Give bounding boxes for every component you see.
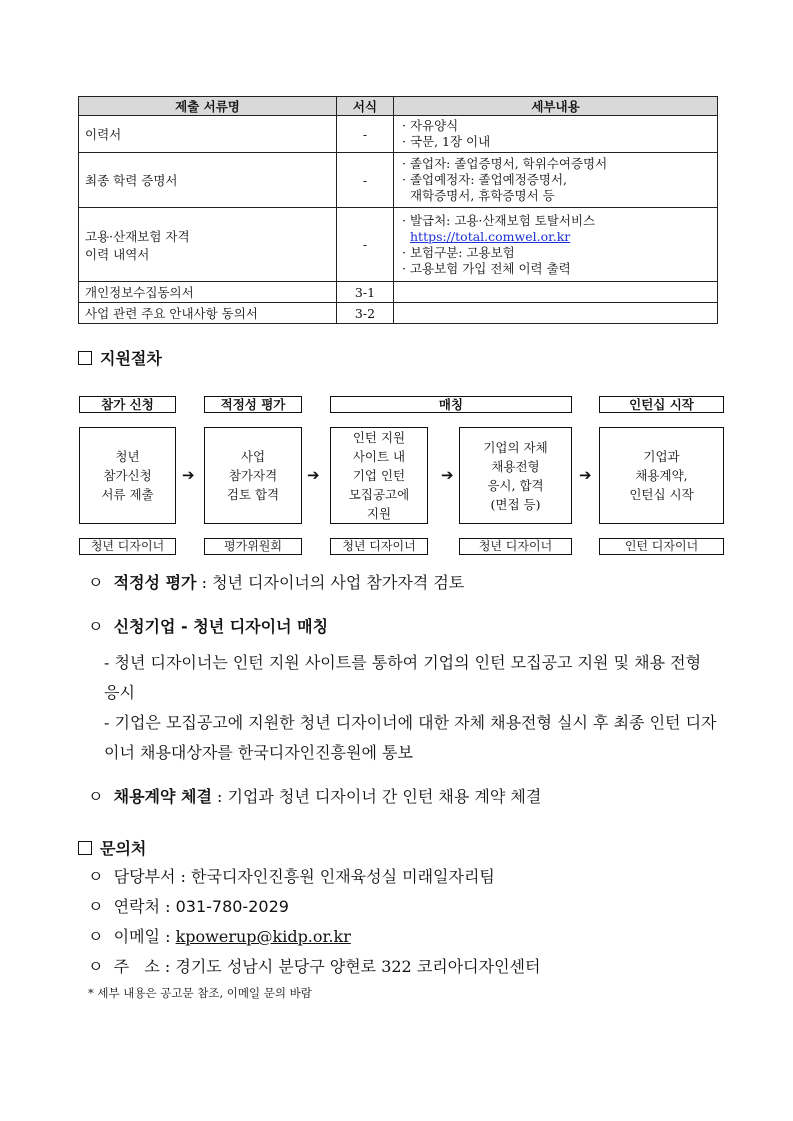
documents-table (78, 96, 718, 324)
checkbox-square-icon (78, 841, 92, 855)
doc-name: 이력서 (79, 116, 337, 153)
doc-details (394, 116, 718, 153)
detail-line: · 졸업예정자: 졸업예정증명서, (402, 172, 568, 187)
detail-line: 재학증명서, 휴학증명서 등 (402, 188, 555, 203)
doc-name: 최종 학력 증명서 (79, 153, 337, 208)
contact-email: ㅇ 이메일 : kpowerup@kidp.or.kr (88, 927, 351, 946)
doc-name-line: 이력 내역서 (85, 246, 150, 262)
email-label: 이메일 (113, 927, 161, 946)
doc-details (394, 303, 718, 324)
bullet-title: 신청기업 - 청년 디자이너 매칭 (113, 617, 329, 636)
process-title-text: 지원절차 (100, 349, 162, 368)
bullet-title: 채용계약 체결 (113, 787, 212, 806)
step-company-screening (459, 427, 572, 524)
step-line: 참가신청 (103, 468, 152, 483)
detail-line: · 보험구분: 고용보험 (402, 244, 515, 260)
header-doc-name: 제출 서류명 (79, 97, 337, 116)
table-row (79, 208, 718, 282)
arrow-right-icon: ➔ (579, 466, 592, 484)
step-contract (599, 427, 724, 524)
phase-internship-start: 인턴십 시작 (599, 396, 724, 413)
phone-label: 연락처 (113, 897, 161, 916)
role-label: 평가위원회 (204, 538, 302, 555)
bullet-marker: ㅇ (88, 867, 104, 886)
detail-line: · 자유양식 (402, 118, 459, 133)
doc-form: - (337, 208, 394, 282)
role-label: 청년 디자이너 (79, 538, 176, 555)
comwel-link[interactable]: https://total.comwel.or.kr (410, 228, 571, 244)
bullet-title: 적정성 평가 (113, 573, 197, 592)
detail-line: · 고용보험 가입 전체 이력 출력 (402, 260, 571, 276)
bullet-contract (88, 784, 541, 807)
checkbox-square-icon (78, 351, 92, 365)
bullet-matching (88, 614, 328, 637)
step-line: (면접 등) (490, 496, 541, 512)
step-line: 채용전형 (491, 458, 540, 474)
contact-section-title (78, 836, 146, 859)
doc-name-line: 고용·산재보험 자격 (85, 228, 190, 244)
step-line: 기업과 (643, 449, 680, 464)
bullet-marker: ㅇ (88, 957, 104, 976)
process-section-title (78, 346, 162, 369)
role-label: 인턴 디자이너 (599, 538, 724, 555)
step-line: 기업의 자체 (483, 439, 548, 455)
detail-line: · 발급처: 고용·산재보험 토탈서비스 (402, 212, 596, 228)
doc-form: 3-2 (337, 303, 394, 324)
arrow-right-icon: ➔ (182, 466, 195, 484)
table-row (79, 282, 718, 303)
doc-form: 3-1 (337, 282, 394, 303)
step-line: 청년 (115, 449, 140, 464)
bullet-marker: ㅇ (88, 927, 104, 946)
doc-name: 개인정보수집동의서 (79, 282, 337, 303)
table-header-row (79, 97, 718, 116)
doc-details (394, 153, 718, 208)
step-submit (79, 427, 176, 524)
doc-name: 사업 관련 주요 안내사항 동의서 (79, 303, 337, 324)
detail-line: · 졸업자: 졸업증명서, 학위수여증명서 (402, 156, 608, 171)
footnote: * 세부 내용은 공고문 참조, 이메일 문의 바람 (88, 986, 312, 1000)
detail-line: · 국문, 1장 이내 (402, 134, 491, 149)
header-form: 서식 (337, 97, 394, 116)
step-line: 모집공고에 (348, 487, 410, 502)
header-details: 세부내용 (394, 97, 718, 116)
email-link[interactable]: kpowerup@kidp.or.kr (175, 927, 351, 946)
doc-details (394, 282, 718, 303)
phone-value: 031-780-2029 (175, 897, 289, 916)
phase-matching: 매칭 (330, 396, 572, 413)
step-line: 기업 인턴 (352, 468, 406, 483)
step-line: 검토 합격 (226, 487, 280, 502)
bullet-marker: ㅇ (88, 897, 104, 916)
table-row (79, 303, 718, 324)
arrow-right-icon: ➔ (307, 466, 320, 484)
contact-dept: ㅇ 담당부서 : 한국디자인진흥원 인재육성실 미래일자리팀 (88, 867, 495, 886)
phase-apply: 참가 신청 (79, 396, 176, 413)
step-line: 인턴 지원 (352, 430, 406, 445)
contact-phone: ㅇ 연락처 : 031-780-2029 (88, 897, 289, 916)
contact-address: ㅇ 주 소 : 경기도 성남시 분당구 양현로 322 코리아디자인센터 (88, 957, 541, 976)
step-apply-posting (330, 427, 428, 524)
bullet-text: : 청년 디자이너의 사업 참가자격 검토 (196, 573, 465, 592)
dept-value: 한국디자인진흥원 인재육성실 미래일자리팀 (191, 867, 495, 886)
doc-name (79, 208, 337, 282)
step-line: 인턴십 시작 (629, 487, 694, 502)
role-label: 청년 디자이너 (459, 538, 572, 555)
bullet-marker: ㅇ (88, 787, 104, 806)
step-line: 서류 제출 (101, 487, 154, 502)
dept-label: 담당부서 (113, 867, 176, 886)
dash-item-notify: - 기업은 모집공고에 지원한 청년 디자이너에 대한 자체 채용전형 실시 후 최종 인턴 디자이너 채용대상자를 한국디자인진흥원에 통보 (104, 713, 717, 762)
step-review (204, 427, 302, 524)
bullet-text: : 기업과 청년 디자이너 간 인턴 채용 계약 체결 (211, 787, 542, 806)
role-label: 청년 디자이너 (330, 538, 428, 555)
doc-details (394, 208, 718, 282)
step-line: 사업 (240, 449, 266, 464)
step-line: 지원 (366, 506, 392, 521)
address-value: 경기도 성남시 분당구 양현로 322 코리아디자인센터 (175, 957, 541, 976)
bullet-marker: ㅇ (88, 573, 104, 592)
dash-item-apply: - 청년 디자이너는 인턴 지원 사이트를 통하여 기업의 인턴 모집공고 지원 및 채용 전형 응시 (104, 653, 702, 702)
bullet-marker: ㅇ (88, 617, 104, 636)
table-row (79, 116, 718, 153)
address-label: 주 소 (113, 957, 160, 976)
doc-form: - (337, 116, 394, 153)
phase-evaluation: 적정성 평가 (204, 396, 302, 413)
step-line: 응시, 합격 (487, 477, 544, 493)
doc-form: - (337, 153, 394, 208)
arrow-right-icon: ➔ (441, 466, 454, 484)
table-row (79, 153, 718, 208)
step-line: 사이트 내 (352, 449, 406, 464)
step-line: 채용계약, (635, 468, 688, 483)
contact-title-text: 문의처 (100, 839, 147, 858)
step-line: 참가자격 (228, 468, 278, 483)
bullet-evaluation (88, 570, 464, 593)
